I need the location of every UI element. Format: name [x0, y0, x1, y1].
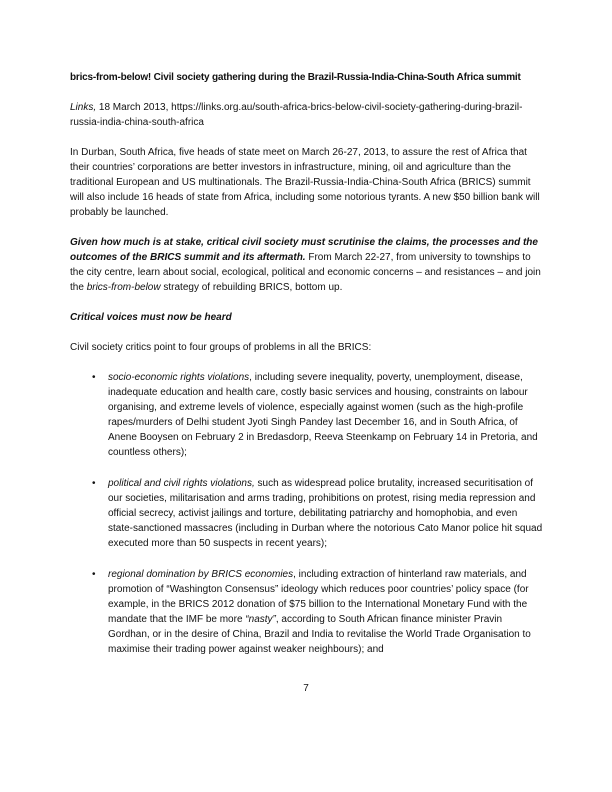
bullet-icon: •	[92, 372, 96, 383]
bullet-text	[108, 478, 542, 549]
paragraph-stakes	[70, 235, 544, 295]
text-segment: brics-from-below	[86, 282, 161, 293]
text-segment: Links,	[70, 102, 97, 113]
paragraph-durban-summit	[70, 145, 544, 220]
bullet-text	[108, 372, 538, 458]
article-citation	[70, 100, 544, 130]
text-segment: political and civil rights violations,	[108, 478, 255, 489]
bullet-icon: •	[92, 569, 96, 580]
document-content	[70, 70, 544, 657]
section-heading-critical-voices	[70, 310, 544, 325]
bullet-text	[108, 569, 531, 655]
article-title	[70, 70, 544, 85]
text-segment: From March 22-27, from university to townships to the city centre, learn about social, ecological, political and economic concerns – and resistances – and join the	[70, 252, 541, 293]
text-segment: “nasty”	[245, 614, 276, 625]
bullet-icon: •	[92, 478, 96, 489]
bullet-socio-economic-rights	[70, 370, 544, 460]
text-segment: brics-from-below! Civil society gathering during the Brazil-Russia-India-China-South Africa summit	[70, 72, 521, 83]
page-number: 7	[303, 683, 309, 694]
text-segment: , including extraction of hinterland raw materials, and promotion of “Washington Consensus” ideology which reduces poor countries’ policy space (for example, in the BRICS 2012 donation of $75 billion to the International Monetary Fund with the mandate that the IMF be more	[108, 569, 529, 625]
text-segment: In Durban, South Africa, five heads of state meet on March 26-27, 2013, to assure the rest of Africa that their countries’ corporations are better investors in infrastructure, mining, oil and agriculture than the traditional European and US multinationals. The Brazil-Russia-India-China-South Africa (BRICS) summit will also include 16 heads of state from Africa, including some notorious tyrants. A new $50 billion bank will probably be launched.	[70, 147, 540, 218]
text-segment: , including severe inequality, poverty, unemployment, disease, inadequate education and health care, costly basic services and housing, constraints on labour organising, and extreme levels of violence, especially against women (such as the high-profile rapes/murders of Delhi student Jyoti Singh Pandey last December 16, and in South Africa, of Anene Booysen on February 2 in Bredasdorp, Reeva Steenkamp on February 14 in Pretoria, and countless others);	[108, 372, 538, 458]
text-segment: socio-economic rights violations	[108, 372, 250, 383]
text-segment: such as widespread police brutality, increased securitisation of our societies, militarisation and arms trading, prohibitions on protest, rising media repression and official secrecy, activist jailings and torture, debilitating patriarchy and homophobia, and even state-sanctioned massacres (including in Durban where the notorious Cato Manor police hit squad executed more than 50 suspects in recent years);	[108, 478, 543, 549]
text-segment: , according to South African finance minister Pravin Gordhan, or in the desire of China, Brazil and India to revitalise the World Trade Organisation to maximise their trading power against weaker neighbours); and	[108, 614, 531, 655]
paragraph-list-intro	[70, 340, 544, 355]
text-segment: Given how much is at stake, critical civil society must scrutinise the claims, the processes and the outcomes of the BRICS summit and its aftermath.	[70, 237, 538, 263]
text-segment: Critical voices must now be heard	[70, 312, 232, 323]
bullet-political-civil-rights	[70, 476, 544, 551]
bullet-regional-domination	[70, 567, 544, 657]
text-segment: 18 March 2013, https://links.org.au/south-africa-brics-below-civil-society-gathering-during-brazil-russia-india-china-south-africa	[70, 102, 523, 128]
text-segment: regional domination by BRICS economies	[108, 569, 294, 580]
text-segment: strategy of rebuilding BRICS, bottom up.	[160, 282, 343, 293]
text-segment: Civil society critics point to four groups of problems in all the BRICS:	[70, 342, 372, 353]
